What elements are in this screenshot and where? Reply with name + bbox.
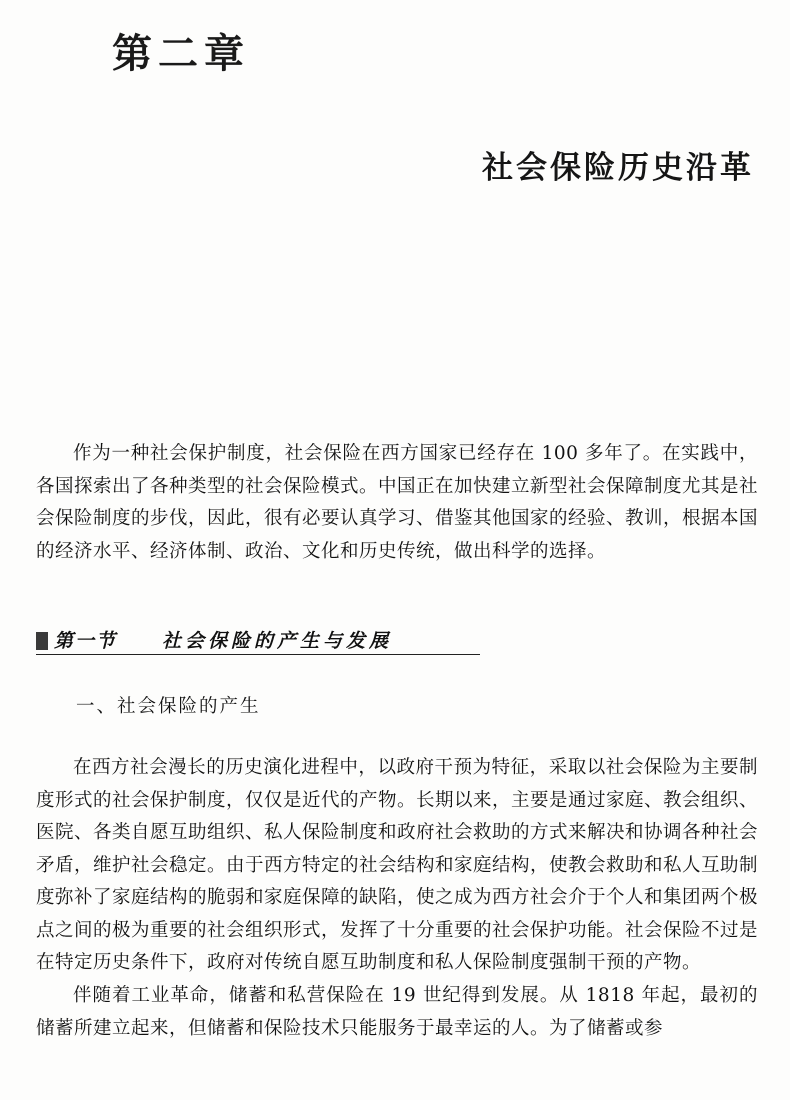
- chapter-title: 社会保险历史沿革: [482, 150, 754, 186]
- section-title: 社会保险的产生与发展: [162, 630, 393, 652]
- section-heading: [36, 624, 480, 655]
- chapter-number: 第二章: [112, 31, 250, 77]
- body-paragraph-1: 在西方社会漫长的历史演化进程中，以政府干预为特征，采取以社会保险为主要制度形式的社会保护制度，仅仅是近代的产物。长期以来，主要是通过家庭、教会组织、医院、各类自愿互助组织、私人保险制度和政府社会救助的方式来解决和协调各种社会矛盾，维护社会稳定。由于西方特定的社会结构和家庭结构，使教会救助和私人互助制度弥补了家庭结构的脆弱和家庭保障的缺陷，使之成为西方社会介于个人和集团两个极点之间的极为重要的社会组织形式，发挥了十分重要的社会保护功能。社会保险不过是在特定历史条件下，政府对传统自愿互助制度和私人保险制度强制干预的产物。: [36, 757, 759, 973]
- body-paragraph-2: 伴随着工业革命，储蓄和私营保险在 19 世纪得到发展。从 1818 年起，最初的储蓄所建立起来，但储蓄和保险技术只能服务于最幸运的人。为了储蓄或参: [36, 985, 758, 1039]
- subsection-heading: 一、社会保险的产生: [76, 696, 261, 717]
- section-marker-icon: [36, 632, 48, 650]
- section-label: 第一节: [54, 630, 118, 652]
- intro-paragraph: 作为一种社会保护制度，社会保险在西方国家已经存在 100 多年了。在实践中，各国探索出了各种类型的社会保险模式。中国正在加快建立新型社会保障制度尤其是社会保险制度的步伐，因此，很有必要认真学习、借鉴其他国家的经验、教训，根据本国的经济水平、经济体制、政治、文化和历史传统，做出科学的选择。: [36, 443, 759, 562]
